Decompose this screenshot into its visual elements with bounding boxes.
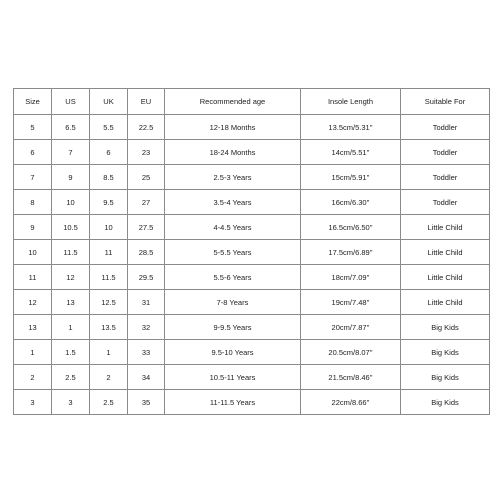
- cell-uk: 2.5: [90, 390, 128, 415]
- cell-uk: 6: [90, 140, 128, 165]
- cell-recommended-age: 2.5-3 Years: [165, 165, 301, 190]
- cell-suitable-for: Little Child: [401, 215, 490, 240]
- table-row: [14, 215, 490, 240]
- header-us: US: [52, 89, 90, 115]
- cell-uk: 12.5: [90, 290, 128, 315]
- table-row: [14, 190, 490, 215]
- cell-size: 3: [14, 390, 52, 415]
- cell-suitable-for: Little Child: [401, 240, 490, 265]
- cell-insole-length: 16cm/6.30'': [301, 190, 401, 215]
- cell-us: 6.5: [52, 115, 90, 140]
- cell-suitable-for: Toddler: [401, 115, 490, 140]
- cell-recommended-age: 7-8 Years: [165, 290, 301, 315]
- cell-insole-length: 20.5cm/8.07'': [301, 340, 401, 365]
- cell-uk: 9.5: [90, 190, 128, 215]
- table-row: [14, 290, 490, 315]
- cell-eu: 33: [128, 340, 165, 365]
- cell-us: 9: [52, 165, 90, 190]
- cell-suitable-for: Toddler: [401, 140, 490, 165]
- table-row: [14, 365, 490, 390]
- cell-size: 9: [14, 215, 52, 240]
- cell-us: 10.5: [52, 215, 90, 240]
- cell-suitable-for: Little Child: [401, 290, 490, 315]
- header-row: [14, 89, 490, 115]
- cell-us: 12: [52, 265, 90, 290]
- header-suitable-for: Suitable For: [401, 89, 490, 115]
- table-row: [14, 115, 490, 140]
- cell-insole-length: 17.5cm/6.89'': [301, 240, 401, 265]
- cell-uk: 8.5: [90, 165, 128, 190]
- cell-recommended-age: 18-24 Months: [165, 140, 301, 165]
- cell-us: 11.5: [52, 240, 90, 265]
- header-size: Size: [14, 89, 52, 115]
- cell-insole-length: 19cm/7.48'': [301, 290, 401, 315]
- cell-eu: 27: [128, 190, 165, 215]
- cell-eu: 23: [128, 140, 165, 165]
- cell-insole-length: 22cm/8.66'': [301, 390, 401, 415]
- cell-size: 2: [14, 365, 52, 390]
- cell-insole-length: 21.5cm/8.46'': [301, 365, 401, 390]
- cell-suitable-for: Big Kids: [401, 315, 490, 340]
- cell-suitable-for: Big Kids: [401, 340, 490, 365]
- cell-insole-length: 20cm/7.87'': [301, 315, 401, 340]
- cell-us: 1: [52, 315, 90, 340]
- cell-eu: 27.5: [128, 215, 165, 240]
- cell-uk: 5.5: [90, 115, 128, 140]
- cell-us: 2.5: [52, 365, 90, 390]
- cell-insole-length: 15cm/5.91'': [301, 165, 401, 190]
- size-chart-body: [14, 115, 490, 415]
- cell-eu: 25: [128, 165, 165, 190]
- cell-suitable-for: Big Kids: [401, 390, 490, 415]
- cell-size: 1: [14, 340, 52, 365]
- cell-recommended-age: 9.5-10 Years: [165, 340, 301, 365]
- cell-recommended-age: 5.5-6 Years: [165, 265, 301, 290]
- cell-us: 3: [52, 390, 90, 415]
- cell-suitable-for: Little Child: [401, 265, 490, 290]
- size-chart-table: [13, 88, 490, 415]
- cell-recommended-age: 10.5-11 Years: [165, 365, 301, 390]
- cell-recommended-age: 12-18 Months: [165, 115, 301, 140]
- cell-eu: 35: [128, 390, 165, 415]
- cell-us: 1.5: [52, 340, 90, 365]
- header-uk: UK: [90, 89, 128, 115]
- cell-insole-length: 16.5cm/6.50'': [301, 215, 401, 240]
- cell-size: 6: [14, 140, 52, 165]
- table-row: [14, 240, 490, 265]
- table-row: [14, 140, 490, 165]
- table-row: [14, 340, 490, 365]
- cell-us: 7: [52, 140, 90, 165]
- table-row: [14, 265, 490, 290]
- cell-uk: 13.5: [90, 315, 128, 340]
- cell-recommended-age: 9-9.5 Years: [165, 315, 301, 340]
- cell-uk: 11: [90, 240, 128, 265]
- table-row: [14, 390, 490, 415]
- cell-size: 8: [14, 190, 52, 215]
- cell-uk: 11.5: [90, 265, 128, 290]
- cell-insole-length: 13.5cm/5.31'': [301, 115, 401, 140]
- cell-size: 11: [14, 265, 52, 290]
- cell-size: 10: [14, 240, 52, 265]
- cell-eu: 22.5: [128, 115, 165, 140]
- cell-uk: 2: [90, 365, 128, 390]
- cell-uk: 10: [90, 215, 128, 240]
- cell-us: 10: [52, 190, 90, 215]
- cell-eu: 32: [128, 315, 165, 340]
- cell-recommended-age: 4-4.5 Years: [165, 215, 301, 240]
- cell-recommended-age: 3.5-4 Years: [165, 190, 301, 215]
- cell-eu: 29.5: [128, 265, 165, 290]
- cell-size: 7: [14, 165, 52, 190]
- cell-us: 13: [52, 290, 90, 315]
- table-row: [14, 315, 490, 340]
- cell-size: 13: [14, 315, 52, 340]
- cell-eu: 28.5: [128, 240, 165, 265]
- header-eu: EU: [128, 89, 165, 115]
- cell-eu: 34: [128, 365, 165, 390]
- cell-insole-length: 14cm/5.51'': [301, 140, 401, 165]
- table-row: [14, 165, 490, 190]
- cell-recommended-age: 11-11.5 Years: [165, 390, 301, 415]
- header-insole-length: Insole Length: [301, 89, 401, 115]
- cell-eu: 31: [128, 290, 165, 315]
- cell-suitable-for: Toddler: [401, 165, 490, 190]
- cell-recommended-age: 5-5.5 Years: [165, 240, 301, 265]
- cell-suitable-for: Toddler: [401, 190, 490, 215]
- cell-suitable-for: Big Kids: [401, 365, 490, 390]
- cell-size: 12: [14, 290, 52, 315]
- cell-insole-length: 18cm/7.09'': [301, 265, 401, 290]
- header-recommended-age: Recommended age: [165, 89, 301, 115]
- cell-size: 5: [14, 115, 52, 140]
- cell-uk: 1: [90, 340, 128, 365]
